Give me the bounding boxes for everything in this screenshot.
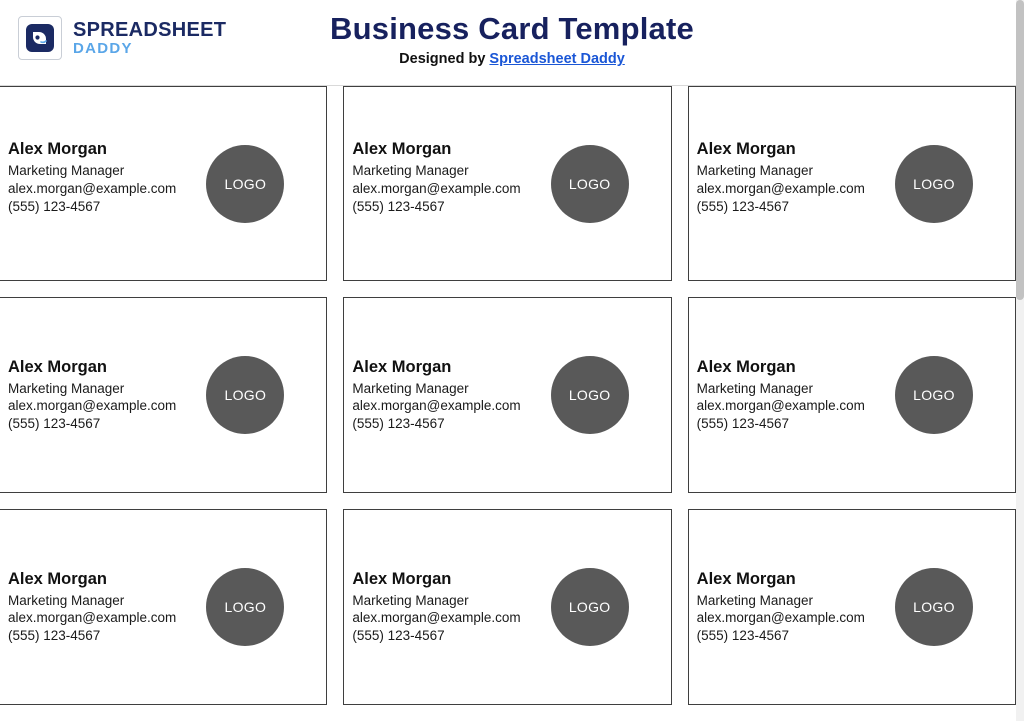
card-logo-placeholder: LOGO xyxy=(206,568,284,646)
card-name: Alex Morgan xyxy=(8,140,108,159)
card-logo-placeholder: LOGO xyxy=(895,145,973,223)
card-email: alex.morgan@example.com xyxy=(8,610,177,626)
card-phone: (555) 123-4567 xyxy=(352,198,445,214)
card-email: alex.morgan@example.com xyxy=(352,398,521,414)
card-email: alex.morgan@example.com xyxy=(8,180,177,196)
card-email: alex.morgan@example.com xyxy=(352,610,521,626)
card-phone: (555) 123-4567 xyxy=(696,198,789,214)
card-text-block xyxy=(689,569,865,645)
business-card[interactable] xyxy=(343,86,671,281)
card-name: Alex Morgan xyxy=(8,569,108,588)
card-name: Alex Morgan xyxy=(352,357,452,376)
page-header xyxy=(0,0,1024,86)
card-job-title: Marketing Manager xyxy=(352,592,469,608)
card-text-block xyxy=(689,139,865,215)
subtitle-prefix: Designed by xyxy=(399,51,490,68)
title-block xyxy=(0,10,1024,67)
card-email: alex.morgan@example.com xyxy=(696,398,865,414)
business-card[interactable] xyxy=(0,297,327,493)
card-text-block xyxy=(344,569,520,645)
card-text-block xyxy=(0,569,176,645)
card-phone: (555) 123-4567 xyxy=(8,628,101,644)
card-email: alex.morgan@example.com xyxy=(8,398,177,414)
card-logo-placeholder: LOGO xyxy=(551,568,629,646)
card-logo-placeholder: LOGO xyxy=(551,356,629,434)
card-job-title: Marketing Manager xyxy=(352,380,469,396)
card-phone: (555) 123-4567 xyxy=(8,416,101,432)
business-card[interactable] xyxy=(343,509,671,705)
card-logo-placeholder: LOGO xyxy=(895,568,973,646)
card-logo-placeholder: LOGO xyxy=(206,356,284,434)
card-phone: (555) 123-4567 xyxy=(8,198,101,214)
card-phone: (555) 123-4567 xyxy=(696,628,789,644)
card-phone: (555) 123-4567 xyxy=(352,416,445,432)
brand-name-line2: DADDY xyxy=(73,39,133,57)
card-job-title: Marketing Manager xyxy=(352,163,469,179)
card-job-title: Marketing Manager xyxy=(696,380,813,396)
card-name: Alex Morgan xyxy=(696,357,796,376)
page-title: Business Card Template xyxy=(330,11,694,46)
vertical-scrollbar[interactable] xyxy=(1016,0,1024,721)
page-subtitle xyxy=(0,51,1024,67)
card-logo-placeholder: LOGO xyxy=(206,145,284,223)
card-text-block xyxy=(689,357,865,433)
card-name: Alex Morgan xyxy=(8,357,108,376)
business-card[interactable] xyxy=(0,86,327,281)
card-name: Alex Morgan xyxy=(352,140,452,159)
designer-link[interactable]: Spreadsheet Daddy xyxy=(489,51,625,68)
business-card[interactable] xyxy=(0,509,327,705)
card-job-title: Marketing Manager xyxy=(696,163,813,179)
card-job-title: Marketing Manager xyxy=(8,380,125,396)
card-row xyxy=(0,86,1016,281)
card-job-title: Marketing Manager xyxy=(8,592,125,608)
card-name: Alex Morgan xyxy=(696,569,796,588)
card-row xyxy=(0,509,1016,705)
card-email: alex.morgan@example.com xyxy=(696,180,865,196)
card-text-block xyxy=(0,139,176,215)
card-row xyxy=(0,297,1016,493)
card-name: Alex Morgan xyxy=(696,140,796,159)
card-text-block xyxy=(0,357,176,433)
business-card-sheet xyxy=(0,86,1024,721)
business-card[interactable] xyxy=(343,297,671,493)
business-card[interactable] xyxy=(688,297,1016,493)
business-card[interactable] xyxy=(688,509,1016,705)
business-card[interactable] xyxy=(688,86,1016,281)
card-phone: (555) 123-4567 xyxy=(696,416,789,432)
card-name: Alex Morgan xyxy=(352,569,452,588)
card-phone: (555) 123-4567 xyxy=(352,628,445,644)
brand-name-line1: SPREADSHEET xyxy=(73,19,227,42)
card-logo-placeholder: LOGO xyxy=(551,145,629,223)
card-logo-placeholder: LOGO xyxy=(895,356,973,434)
card-email: alex.morgan@example.com xyxy=(696,610,865,626)
card-job-title: Marketing Manager xyxy=(8,163,125,179)
card-text-block xyxy=(344,357,520,433)
card-text-block xyxy=(344,139,520,215)
card-email: alex.morgan@example.com xyxy=(352,180,521,196)
scrollbar-thumb[interactable] xyxy=(1016,0,1024,300)
card-job-title: Marketing Manager xyxy=(696,592,813,608)
